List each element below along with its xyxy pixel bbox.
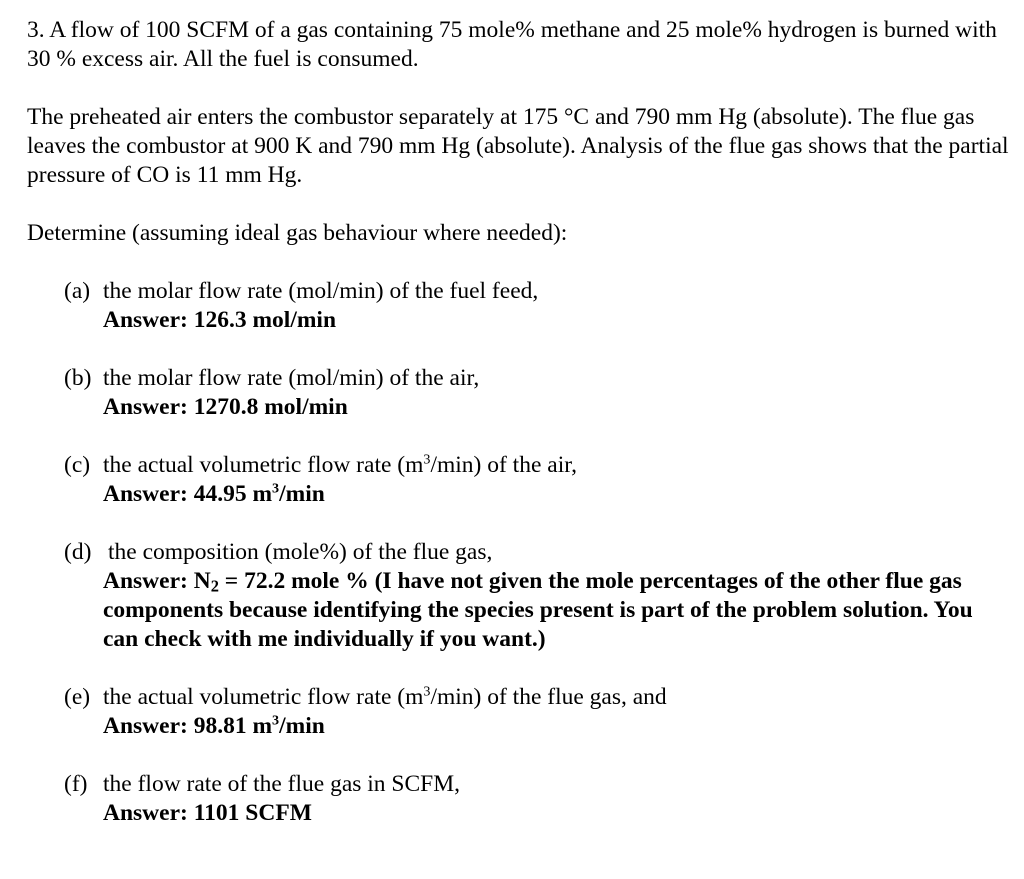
part-b-question bbox=[64, 364, 1004, 393]
part-c-question-pre: the actual volumetric flow rate (m bbox=[103, 452, 424, 478]
part-d-question-text: the composition (mole%) of the flue gas, bbox=[108, 539, 493, 565]
part-f-answer-prefix: Answer: bbox=[103, 800, 188, 826]
part-a-answer bbox=[64, 306, 1004, 335]
part-a-question bbox=[64, 277, 1004, 306]
part-e-question-sup: 3 bbox=[423, 683, 431, 700]
part-c-answer-pre: 44.95 m bbox=[193, 481, 273, 507]
part-d-answer-post: = 72.2 mole % (I have not given the mole percentages of the other flue gas components because identifying the species present is part of the problem solution. You can check with me individually if you want.) bbox=[103, 568, 973, 652]
part-f-question bbox=[64, 770, 1004, 799]
part-f-answer bbox=[64, 799, 1004, 828]
part-d-question bbox=[64, 538, 1004, 567]
part-c-question bbox=[64, 451, 1004, 480]
part-d-answer-pre: N bbox=[193, 568, 211, 594]
part-e-label: (e) bbox=[64, 684, 91, 710]
part-f-question-text: the flow rate of the flue gas in SCFM, bbox=[103, 771, 461, 797]
part-a-question-text: the molar flow rate (mol/min) of the fuel feed, bbox=[103, 278, 539, 304]
part-e-answer bbox=[64, 712, 1004, 741]
part-b-answer-prefix: Answer: bbox=[103, 394, 188, 420]
part-c-question-post: /min) of the air, bbox=[430, 452, 577, 478]
part-d-answer-sub: 2 bbox=[210, 576, 219, 596]
part-a-answer-prefix: Answer: bbox=[103, 307, 188, 333]
part-b bbox=[64, 364, 1004, 422]
part-e-answer-pre: 98.81 m bbox=[193, 713, 273, 739]
problem-intro: 3. A flow of 100 SCFM of a gas containing 75 mole% methane and 25 mole% hydrogen is burned with 30 % excess air. All the fuel is consumed. bbox=[27, 17, 997, 72]
part-b-answer bbox=[64, 393, 1004, 422]
problem-task: Determine (assuming ideal gas behaviour where needed): bbox=[27, 220, 568, 246]
part-c-answer-prefix: Answer: bbox=[103, 481, 188, 507]
part-e-question-pre: the actual volumetric flow rate (m bbox=[103, 684, 424, 710]
part-d-answer-prefix: Answer: bbox=[103, 568, 188, 594]
part-c-question-sup: 3 bbox=[423, 451, 431, 468]
part-d-label: (d) bbox=[64, 539, 92, 565]
part-b-question-text: the molar flow rate (mol/min) of the air, bbox=[103, 365, 480, 391]
part-c-answer bbox=[64, 480, 1004, 509]
part-e-answer-sup: 3 bbox=[272, 712, 280, 729]
part-e bbox=[64, 683, 1004, 741]
part-e-answer-post: /min bbox=[279, 713, 325, 739]
part-c bbox=[64, 451, 1004, 509]
part-c-answer-post: /min bbox=[279, 481, 325, 507]
part-e-answer-prefix: Answer: bbox=[103, 713, 188, 739]
part-a-answer-value: 126.3 mol/min bbox=[193, 307, 337, 333]
part-c-answer-sup: 3 bbox=[272, 480, 280, 497]
part-d-answer bbox=[64, 567, 1004, 654]
part-b-answer-value: 1270.8 mol/min bbox=[193, 394, 348, 420]
part-d bbox=[64, 538, 1004, 654]
part-e-question bbox=[64, 683, 1004, 712]
part-f-answer-value: 1101 SCFM bbox=[193, 800, 312, 826]
part-a bbox=[64, 277, 1004, 335]
part-f-label: (f) bbox=[64, 771, 88, 797]
part-a-label: (a) bbox=[64, 278, 91, 304]
part-e-question-post: /min) of the flue gas, and bbox=[430, 684, 667, 710]
part-f bbox=[64, 770, 1004, 828]
part-c-label: (c) bbox=[64, 452, 91, 478]
part-b-label: (b) bbox=[64, 365, 92, 391]
problem-conditions: The preheated air enters the combustor separately at 175 °C and 790 mm Hg (absolute). The flue gas leaves the combustor at 900 K and 790 mm Hg (absolute). Analysis of the flue gas shows that the partial pressure of CO is 11 mm Hg. bbox=[27, 104, 1009, 188]
